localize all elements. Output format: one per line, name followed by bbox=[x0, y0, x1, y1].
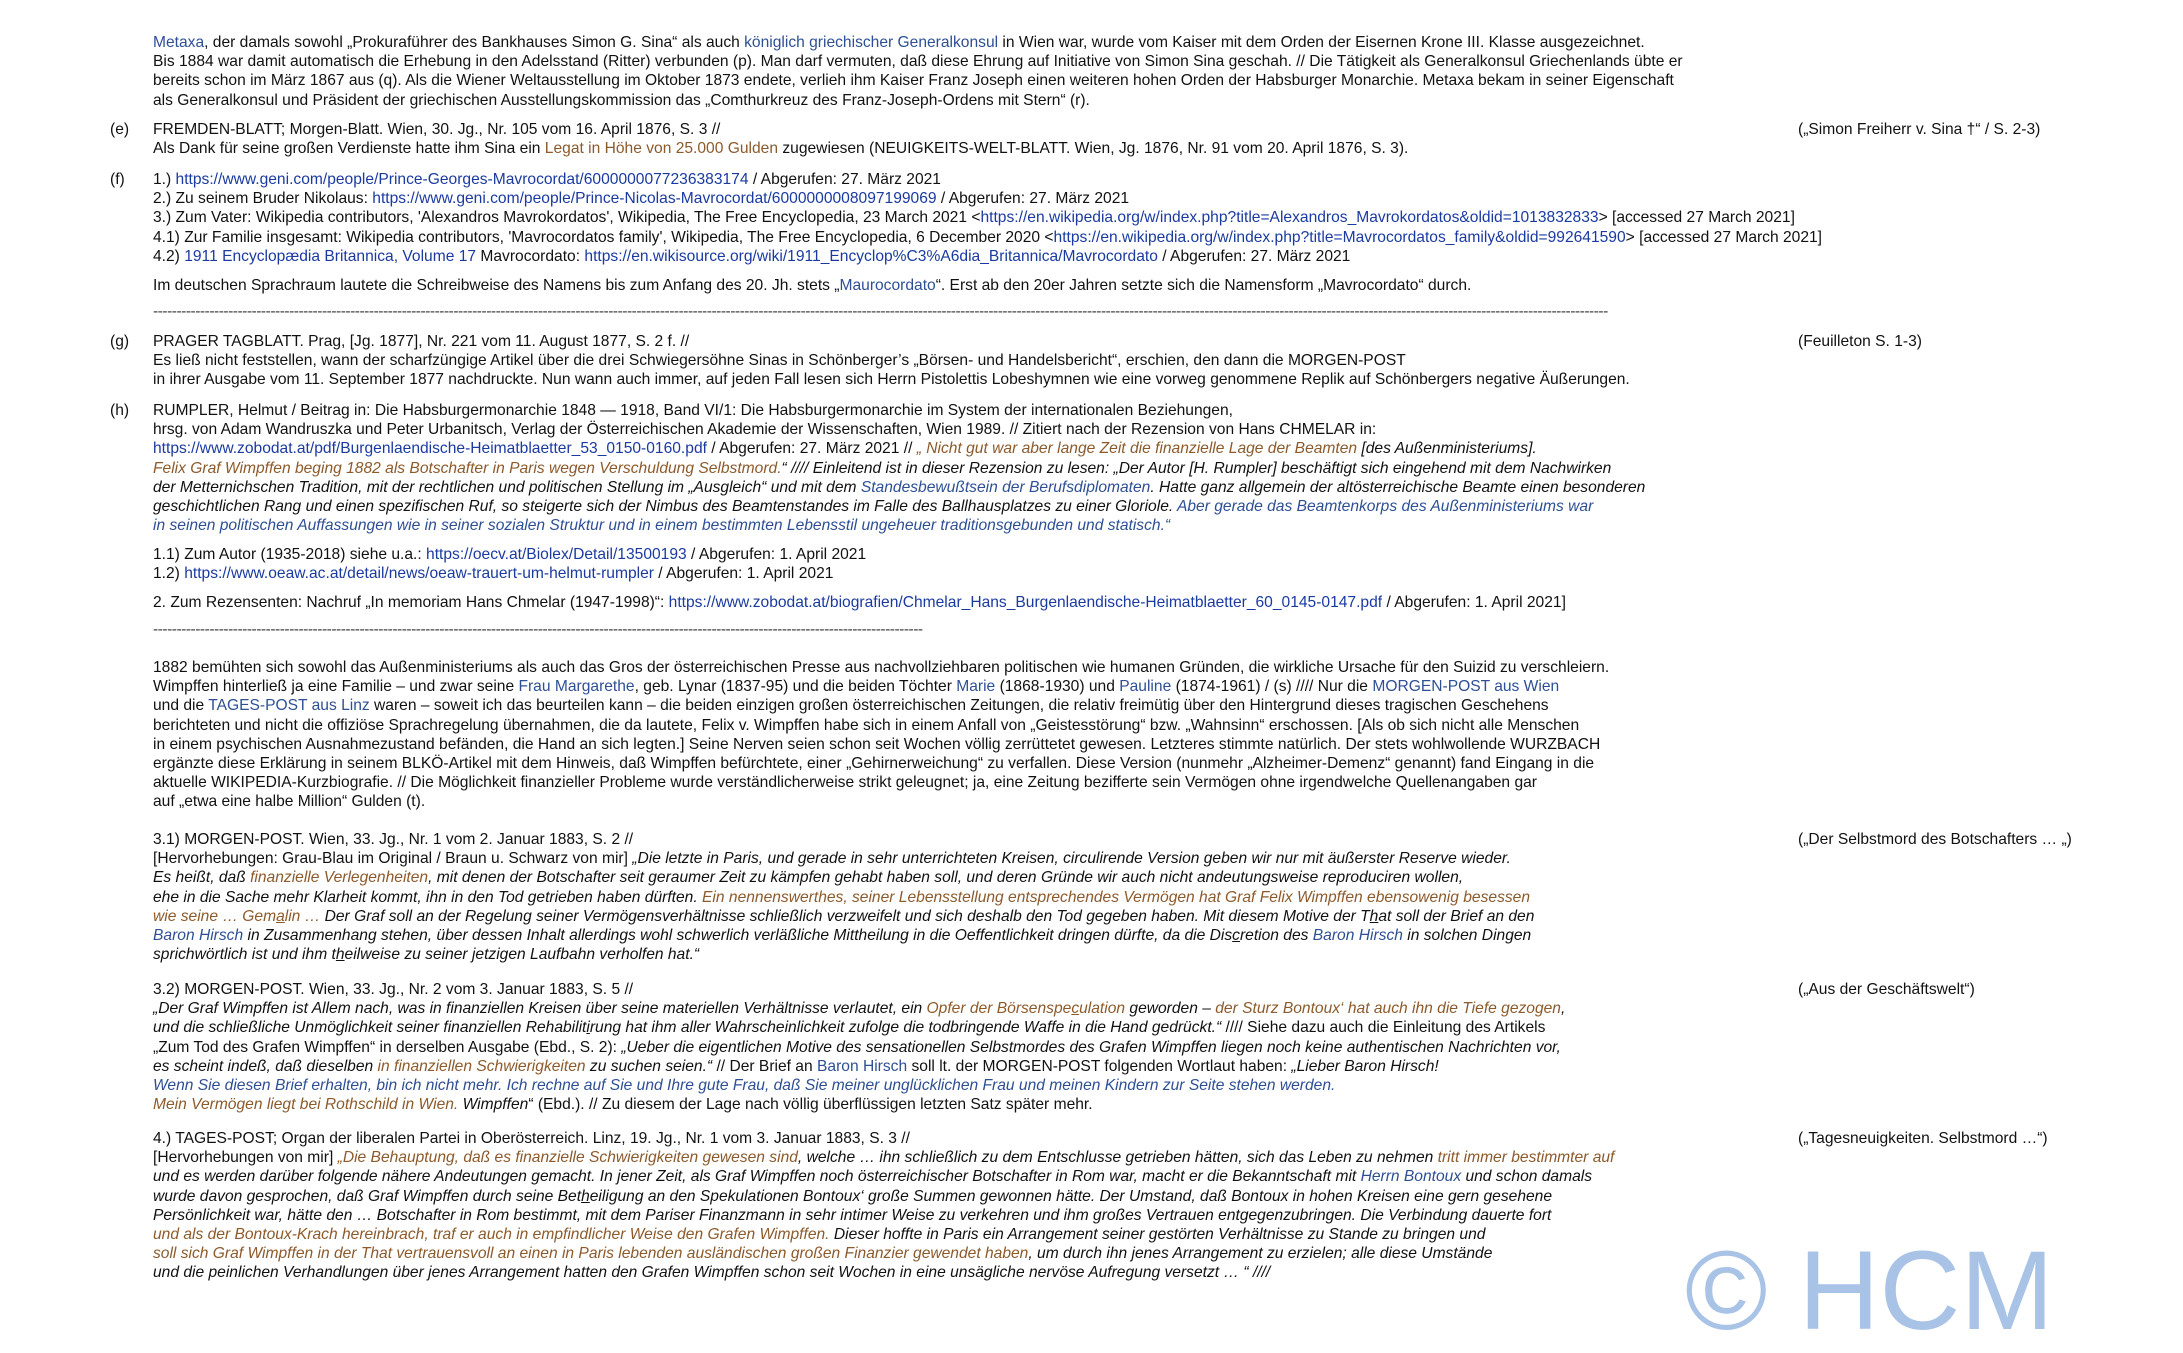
footnote-key: (h) bbox=[110, 402, 130, 419]
footnote-line: PRAGER TAGBLATT. Prag, [Jg. 1877], Nr. 221 vom 11. August 1877, S. 2 f. // bbox=[153, 333, 690, 350]
text: , mit denen der Botschafter seit geraumer Zeit zu kämpfen gehabt haben soll, und deren Gründe wir auch nicht andeutungsweise reproduciren wollen, bbox=[428, 869, 1464, 887]
paragraph-line: in einem psychischen Ausnahmezustand befänden, die Hand an sich legten.] Seine Nerven seien schon seit Wochen völlig zerrüttetet gewesen. Letzteres stimmte natürlich. Der stets wohlwollende WURZBACH bbox=[153, 735, 1601, 753]
footnote-line bbox=[153, 276, 1883, 295]
text: Der Graf soll an der Regelung seiner Vermögensverhältnisse schließlich verzweifelt und sich deshalb den Tod gegeben haben. Mit diesem Motive der T bbox=[320, 907, 1370, 925]
footnote-line: in seinen politischen Auffassungen wie in seiner sozialen Struktur und in einem bestimmten Lebensstil ungeheuer traditionsgebunden und statisch.“ bbox=[153, 517, 1171, 535]
text: i bbox=[586, 1019, 590, 1037]
text: eilweise zu seiner jetzigen Laufbahn verholfen hat.“ bbox=[344, 946, 700, 964]
text: ulation bbox=[1079, 1000, 1126, 1018]
name-baron-hirsch: Baron Hirsch bbox=[153, 927, 244, 945]
source-line bbox=[153, 1225, 1883, 1244]
text: Wimpffen hinterließ ja eine Familie – und zwar seine bbox=[153, 678, 519, 696]
text: , welche … ihn schließlich zu dem Entschlusse getrieben hätten, sich das Leben zu nehmen bbox=[797, 1149, 1438, 1167]
text: wurde davon gesprochen, daß Graf Wimpffen durch seine Bet bbox=[153, 1187, 582, 1205]
text: zu suchen seien.“ bbox=[585, 1057, 713, 1075]
footnote-line bbox=[153, 247, 1883, 266]
text: Im deutschen Sprachraum lautete die Schreibweise des Namens bis zum Anfang des 20. Jh. stets „ bbox=[153, 276, 840, 294]
source-line: 3.1) MORGEN-POST. Wien, 33. Jg., Nr. 1 vom 2. Januar 1883, S. 2 // bbox=[153, 831, 634, 848]
text: geworden – bbox=[1125, 1000, 1216, 1018]
quote-highlight: und als der Bontoux-Krach hereinbrach, traf er auch in empfindlicher Weise den Grafen Wimpffen. bbox=[153, 1226, 830, 1244]
quote-highlight: der Sturz Bontoux‘ hat auch ihn die Tiefe gezogen bbox=[1215, 1000, 1561, 1018]
text: „Lieber Baron Hirsch! bbox=[1291, 1057, 1439, 1075]
text: a bbox=[276, 907, 285, 925]
source-line bbox=[153, 1148, 1883, 1167]
text: > [accessed 27 March 2021] bbox=[1598, 209, 1795, 227]
source-note: („Tagesneuigkeiten. Selbstmord …“) bbox=[1798, 1130, 2048, 1147]
source-line bbox=[153, 1057, 1883, 1076]
copyright-watermark: © HCM bbox=[1685, 1228, 2054, 1353]
text: at soll der Brief an den bbox=[1378, 907, 1535, 925]
source-line bbox=[153, 868, 1883, 887]
source-line: und die peinlichen Verhandlungen über jenes Arrangement hatten den Grafen Wimpffen schon seit Wochen in eine unsägliche nervöse Aufregung versetzt … “ //// bbox=[153, 1264, 1271, 1282]
link-oecv[interactable]: https://oecv.at/Biolex/Detail/13500193 bbox=[426, 546, 687, 564]
paragraph-line: 1882 bemühten sich sowohl das Außenministeriums als auch das Gros der österreichischen Presse aus nachvollziehbaren politischen wie humanen Gründen, die wirkliche Ursache für den Suizid zu verschleiern. bbox=[153, 659, 1610, 676]
link-zobodat-chmelar[interactable]: https://www.zobodat.at/biografien/Chmelar_Hans_Burgenlaendische-Heimatblaetter_60_0145-0147.pdf bbox=[668, 594, 1383, 612]
quote-highlight-blue: Aber gerade das Beamtenkorps des Außenministeriums war bbox=[1176, 498, 1594, 516]
text: , bbox=[1561, 1000, 1566, 1018]
source-line bbox=[153, 1038, 1883, 1057]
footnote-line: FREMDEN-BLATT; Morgen-Blatt. Wien, 30. Jg., Nr. 105 vom 16. April 1876, S. 3 // bbox=[153, 121, 721, 138]
quote-highlight: tritt immer bestimmter auf bbox=[1437, 1149, 1615, 1167]
footnote-line bbox=[153, 593, 1883, 612]
text: [Hervorhebungen von mir] bbox=[153, 1149, 338, 1167]
quote-highlight: Ein nennenswerthes, seiner Lebensstellung entsprechendes Vermögen hat Graf Felix Wimpffen ebensowenig besessen bbox=[702, 888, 1531, 906]
text: 1.) bbox=[153, 171, 176, 188]
text: „Der Graf Wimpffen ist Allem nach, was in finanziellen Kreisen über seine materiellen Verhältnisse verlautet, ein bbox=[153, 1000, 927, 1018]
text: “ (Ebd.). // Zu diesem der Lage nach völlig überflüssigen letzten Satz später mehr. bbox=[528, 1096, 1093, 1114]
footnote-line bbox=[153, 189, 1883, 208]
separator-line: ---------------------------------------------------------------------------------------------------------------------------------------------------------------------------------------------------------------------------------------------------------------------------------------------------------------------- bbox=[153, 302, 1608, 320]
intro-line: Bis 1884 war damit automatisch die Erhebung in den Adelsstand (Ritter) verbunden (p). Man darf vermuten, daß diese Ehrung auf Initiative von Simon Sina geschah. // Die Tätigkeit als Generalkonsul Griechenlands übte er bbox=[153, 53, 1683, 71]
link-britannica[interactable]: 1911 Encyclopædia Britannica, Volume 17 bbox=[184, 247, 477, 265]
source-line bbox=[153, 907, 1883, 926]
quote-highlight: „Die Behauptung, daß es finanzielle Schwierigkeiten gewesen sind bbox=[337, 1149, 798, 1167]
quote-highlight: „ Nicht gut war aber lange Zeit die finanzielle Lage der Beamten bbox=[916, 440, 1358, 458]
quote-highlight: soll sich Graf Wimpffen in der That vertrauensvoll an einen in Paris lebenden ausländischen großen Finanzier gewendet haben bbox=[153, 1245, 1029, 1263]
text: [des Außenministeriums]. bbox=[1357, 440, 1537, 458]
text: , der damals sowohl „Prokuraführer des Bankhauses Simon G. Sina“ als auch bbox=[204, 34, 745, 51]
text: Es heißt, daß bbox=[153, 869, 251, 887]
text: und die schließliche Unmöglichkeit seiner finanziellen Rehabilit bbox=[153, 1019, 587, 1037]
text: der Metternichschen Tradition, mit der rechtlichen und politischen Stellung im „Ausgleich“ und mit dem bbox=[153, 478, 861, 496]
text: , geb. Lynar (1837-95) und die beiden Töchter bbox=[634, 678, 957, 696]
link-geni-nicolas[interactable]: https://www.geni.com/people/Prince-Nicolas-Mavrocordat/6000000008097199069 bbox=[372, 190, 937, 208]
text: / Abgerufen: 1. April 2021] bbox=[1382, 594, 1566, 612]
paragraph-line: ergänzte diese Erklärung in seinem BLKÖ-Artikel mit dem Hinweis, daß Wimpffen befürchtete, einer „Gehirnerweichung“ zu verfallen. Diese Version (nunmehr „Alzheimer-Demenz“ genannt) fand Eingang in die bbox=[153, 755, 1595, 773]
text: h bbox=[335, 946, 345, 964]
text: 4.1) Zur Familie insgesamt: Wikipedia contributors, 'Mavrocordatos family', Wikipedia, The Free Encyclopedia, 6 December 2020 < bbox=[153, 228, 1054, 246]
link-geni-georges[interactable]: https://www.geni.com/people/Prince-Georges-Mavrocordat/6000000077236383174 bbox=[175, 171, 749, 188]
text: “. Erst ab den 20er Jahren setzte sich die Namensform „Mavrocordato“ durch. bbox=[935, 276, 1472, 294]
text: und schon damals bbox=[1461, 1168, 1593, 1186]
name-marie: Marie bbox=[956, 678, 996, 696]
intro-line: als Generalkonsul und Präsident der griechischen Ausstellungskommission das „Comthurkreuz des Franz-Joseph-Ordens mit Stern“ (r). bbox=[153, 91, 1090, 109]
text: es scheint indeß, daß dieselben bbox=[153, 1057, 378, 1075]
footnote-line bbox=[153, 564, 1883, 583]
text: waren – soweit ich das beurteilen kann – die beiden einzigen großen österreichischen Zeitungen, die relativ freimütig über den Hintergrund dieses tragischen Geschehens bbox=[369, 697, 1549, 715]
text: / Abgerufen: 1. April 2021 bbox=[686, 546, 867, 564]
name-morgen-post: MORGEN-POST aus Wien bbox=[1372, 678, 1560, 696]
text: ehe in die Sache mehr Klarheit kommt, ihn in den Tod getrieben haben dürften. bbox=[153, 888, 703, 906]
source-line bbox=[153, 849, 1883, 868]
paragraph-line bbox=[153, 696, 1883, 715]
text: „Ueber die eigentlichen Motive des sensationellen Selbstmordes des Grafen Wimpffen liegen noch keine authentischen Nachrichten vor, bbox=[621, 1038, 1561, 1056]
text: eiligung an den Spekulationen Bontoux‘ große Summen gewonnen hätte. Der Umstand, daß Bontoux in hohen Kreisen eine gern gesehene bbox=[589, 1187, 1553, 1205]
footnote-line bbox=[153, 208, 1883, 227]
text: / Abgerufen: 27. März 2021 bbox=[748, 171, 941, 188]
name-baron-hirsch: Baron Hirsch bbox=[817, 1057, 908, 1075]
source-line bbox=[153, 1187, 1883, 1206]
source-note: („Der Selbstmord des Botschafters … „) bbox=[1798, 831, 2072, 848]
intro-line bbox=[153, 33, 1883, 52]
text: / Abgerufen: 1. April 2021 bbox=[653, 565, 834, 583]
source-line bbox=[153, 888, 1883, 907]
text: //// Siehe dazu auch die Einleitung des Artikels bbox=[1221, 1019, 1546, 1037]
text: geschichtlichen Rang und einen spezifischen Ruf, so steigerte sich der Nimbus des Beamtenstandes im Falle des Ballhausplatzes zu einer Gloriole. bbox=[153, 498, 1177, 516]
text: Als Dank für seine großen Verdienste hatte ihm Sina ein bbox=[153, 140, 545, 158]
text: 1.2) bbox=[153, 565, 185, 583]
text: (1874-1961) / (s) //// Nur die bbox=[1171, 678, 1373, 696]
footnote-key: (g) bbox=[110, 333, 130, 350]
footnote-line: hrsg. von Adam Wandruszka und Peter Urbanitsch, Verlag der Österreichischen Akademie der Wissenschaften, Wien 1989. // Zitiert nach der Rezension von Hans CHMELAR in: bbox=[153, 421, 1377, 439]
text: „Zum Tod des Grafen Wimpffen“ in derselben Ausgabe (Ebd., S. 2): bbox=[153, 1038, 622, 1056]
footnote-line: Es ließ nicht feststellen, wann der scharfzüngige Artikel über die drei Schwiegersöhne Sinas in Schönberger’s „Börsen- und Handelsbericht“, erschien, den dann die MORGEN-POST bbox=[153, 352, 1406, 370]
source-line bbox=[153, 1167, 1883, 1186]
link-oeaw[interactable]: https://www.oeaw.ac.at/detail/news/oeaw-trauert-um-helmut-rumpler bbox=[184, 565, 654, 583]
link-wiki-alexandros[interactable]: https://en.wikipedia.org/w/index.php?title=Alexandros_Mavrokordatos&oldid=1013832833 bbox=[980, 209, 1599, 227]
paragraph-line: aktuelle WIKIPEDIA-Kurzbiografie. // Die Möglichkeit finanzieller Probleme wurde verständlicherweise strikt geleugnet; ja, eine Zeitung bezifferte sein Vermögen ohne irgendwelche Quellenangaben gar bbox=[153, 774, 1537, 792]
name-tages-post: TAGES-POST aus Linz bbox=[208, 697, 370, 715]
text: c bbox=[1071, 1000, 1080, 1018]
text: c bbox=[1232, 927, 1240, 945]
link-wiki-family[interactable]: https://en.wikipedia.org/w/index.php?title=Mavrocordatos_family&oldid=992641590 bbox=[1053, 228, 1626, 246]
name-pauline: Pauline bbox=[1119, 678, 1172, 696]
text: , um durch ihn jenes Arrangement zu erzielen; alle diese Umstände bbox=[1028, 1245, 1493, 1263]
quote-highlight: Mein Vermögen liegt bei Rothschild in Wien. bbox=[153, 1096, 459, 1114]
text: > [accessed 27 March 2021] bbox=[1625, 228, 1823, 246]
text: 2.) Zu seinem Bruder Nikolaus: bbox=[153, 190, 373, 208]
footnote-key: (f) bbox=[110, 171, 125, 188]
text: (1868-1930) und bbox=[995, 678, 1120, 696]
text: und die bbox=[153, 697, 209, 715]
source-line: 4.) TAGES-POST; Organ der liberalen Partei in Oberösterreich. Linz, 19. Jg., Nr. 1 vom 3. Januar 1883, S. 3 // bbox=[153, 1130, 910, 1147]
source-line: Wenn Sie diesen Brief erhalten, bin ich nicht mehr. Ich rechne auf Sie und Ihre gute Frau, daß Sie meiner unglücklichen Frau und meinen Kindern zur Seite stehen werden. bbox=[153, 1077, 1336, 1095]
text: / Abgerufen: 27. März 2021 // bbox=[706, 440, 917, 458]
text: und es werden darüber folgende nähere Andeutungen gemacht. In jener Zeit, als Graf Wimpffen noch österreichischer Botschafter in Rom war, macht er die Bekanntschaft mit bbox=[153, 1168, 1361, 1186]
separator-line: -------------------------------------------------------------------------------------------------------------------------------------------------------------------- bbox=[153, 621, 923, 639]
quote-highlight: finanzielle Verlegenheiten bbox=[250, 869, 429, 887]
text: 4.2) bbox=[153, 247, 185, 265]
source-line: 3.2) MORGEN-POST. Wien, 33. Jg., Nr. 2 vom 3. Januar 1883, S. 5 // bbox=[153, 981, 634, 998]
text: 2. Zum Rezensenten: Nachruf „In memoriam Hans Chmelar (1947-1998)“: bbox=[153, 594, 669, 612]
text: sprichwörtlich ist und ihm t bbox=[153, 946, 336, 964]
text: “ //// Einleitend ist in dieser Rezension zu lesen: „Der Autor [H. Rumpler] beschäftigt sich eingehend mit dem Nachwirken bbox=[781, 459, 1612, 477]
text: rung hat ihm aller Wahrscheinlichkeit zufolge die todbringende Waffe in die Hand gedrückt.“ bbox=[589, 1019, 1222, 1037]
quote-highlight-blue: Standesbewußtsein der Berufsdiplomaten bbox=[860, 478, 1151, 496]
footnote-line bbox=[153, 497, 1883, 516]
source-line bbox=[153, 1244, 1883, 1263]
text: Mavrocordato: bbox=[476, 247, 585, 265]
link-zobodat-rezension[interactable]: https://www.zobodat.at/pdf/Burgenlaendische-Heimatblaetter_53_0150-0160.pdf bbox=[153, 440, 707, 458]
text: . Hatte ganz allgemein der altösterreichische Beamte einen besonderen bbox=[1150, 478, 1646, 496]
text: wie seine … Gem bbox=[153, 907, 277, 925]
source-line bbox=[153, 945, 1883, 964]
paragraph-line: berichteten und nicht die offiziöse Sprachregelung übernahmen, die da lautete, Felix v. Wimpffen habe sich in einem Anfall von „Geistesstörung“ bzw. „Wahnsinn“ erschossen. [Als ob sich nicht alle Menschen bbox=[153, 716, 1580, 734]
source-line bbox=[153, 999, 1883, 1018]
source-line: Persönlichkeit war, hätte den … Botschafter in Rom bestimmt, mit dem Pariser Finanzmann in sehr intimer Weise zu verkehren und ihm großes Vertrauen entgegenzubringen. Die Verbindung dauerte fort bbox=[153, 1206, 1552, 1224]
footnote-line bbox=[153, 228, 1883, 247]
name-margarethe: Frau Margarethe bbox=[518, 678, 635, 696]
text: zugewiesen (NEUIGKEITS-WELT-BLATT. Wien, Jg. 1876, Nr. 91 vom 20. April 1876, S. 3). bbox=[778, 140, 1409, 158]
text: lin … bbox=[284, 907, 321, 925]
text: / Abgerufen: 27. März 2021 bbox=[936, 190, 1130, 208]
source-line bbox=[153, 1095, 1883, 1114]
legacy-highlight: Legat in Höhe von 25.000 Gulden bbox=[544, 140, 779, 158]
name-metaxa: Metaxa bbox=[153, 34, 205, 51]
paragraph-line: auf „etwa eine halbe Million“ Gulden (t). bbox=[153, 793, 426, 811]
footnote-line bbox=[153, 170, 1883, 189]
quote-highlight: Felix Graf Wimpffen beging 1882 als Botschafter in Paris wegen Verschuldung Selbstmord. bbox=[153, 459, 782, 477]
text: retion des bbox=[1239, 927, 1313, 945]
source-note: (Feuilleton S. 1-3) bbox=[1798, 333, 1922, 350]
text: in solchen Dingen bbox=[1402, 927, 1532, 945]
source-note: („Simon Freiherr v. Sina †“ / S. 2-3) bbox=[1798, 121, 2041, 138]
text: „Die letzte in Paris, und gerade in sehr unterrichteten Kreisen, circulirende Version geben wir nur mit äußerster Reserve wieder. bbox=[632, 850, 1511, 868]
link-wikisource[interactable]: https://en.wikisource.org/wiki/1911_Encyclop%C3%A6dia_Britannica/Mavrocordato bbox=[584, 247, 1158, 265]
text: h bbox=[581, 1187, 590, 1205]
text: in Zusammenhang stehen, über dessen Inhalt allerdings wohl schwerlich verläßliche Mittheilung in die Oeffentlichkeit dringen dürfte, da die Dis bbox=[243, 927, 1233, 945]
text: in Wien war, wurde vom Kaiser mit dem Orden der Eisernen Krone III. Klasse ausgezeichnet. bbox=[998, 34, 1645, 51]
text: [Hervorhebungen: Grau-Blau im Original / Braun u. Schwarz von mir] bbox=[153, 850, 633, 868]
text: 3.) Zum Vater: Wikipedia contributors, 'Alexandros Mavrokordatos', Wikipedia, The Free Encyclopedia, 23 March 2021 < bbox=[153, 209, 981, 227]
name-bontoux: Herrn Bontoux bbox=[1360, 1168, 1462, 1186]
text: // Der Brief an bbox=[712, 1057, 817, 1075]
text: 1.1) Zum Autor (1935-2018) siehe u.a.: bbox=[153, 546, 427, 564]
title-generalkonsul: königlich griechischer Generalkonsul bbox=[744, 34, 999, 51]
footnote-line bbox=[153, 139, 1883, 158]
source-line bbox=[153, 926, 1883, 945]
footnote-line bbox=[153, 545, 1883, 564]
text: Opfer der Börsenspe bbox=[926, 1000, 1072, 1018]
name-baron-hirsch: Baron Hirsch bbox=[1312, 927, 1403, 945]
footnote-key: (e) bbox=[110, 121, 130, 138]
text: h bbox=[1369, 907, 1379, 925]
text: Wimpffen bbox=[458, 1096, 529, 1114]
text: / Abgerufen: 27. März 2021 bbox=[1157, 247, 1351, 265]
source-line bbox=[153, 1018, 1883, 1037]
footnote-line: RUMPLER, Helmut / Beitrag in: Die Habsburgermonarchie 1848 — 1918, Band VI/1: Die Habsburgermonarchie im System der internationalen Beziehungen, bbox=[153, 402, 1233, 419]
footnote-line: in ihrer Ausgabe vom 11. September 1877 nachdruckte. Nun wann auch immer, auf jeden Fall lesen sich Herrn Pistolettis Lobeshymnen wie eine vorweg genommene Replik auf Schönbergers negative Äußerungen. bbox=[153, 371, 1630, 389]
text: Dieser hoffte in Paris ein Arrangement seiner gestörten Verhältnisse zu Stande zu bringen und bbox=[829, 1226, 1486, 1244]
intro-line: bereits schon im März 1867 aus (q). Als die Wiener Weltausstellung im Oktober 1873 endete, verlieh ihm Kaiser Franz Joseph einen weiteren hohen Orden der Habsburger Monarchie. Metaxa bekam in seiner Eigenschaft bbox=[153, 72, 1674, 90]
footnote-line bbox=[153, 478, 1883, 497]
text: soll lt. der MORGEN-POST folgenden Wortlaut haben: bbox=[907, 1057, 1292, 1075]
footnote-line bbox=[153, 459, 1883, 478]
name-maurocordato: Maurocordato bbox=[839, 276, 936, 294]
quote-highlight: in finanziellen Schwierigkeiten bbox=[377, 1057, 586, 1075]
source-note: („Aus der Geschäftswelt“) bbox=[1798, 981, 1975, 998]
footnote-line bbox=[153, 439, 1883, 458]
paragraph-line bbox=[153, 677, 1883, 696]
